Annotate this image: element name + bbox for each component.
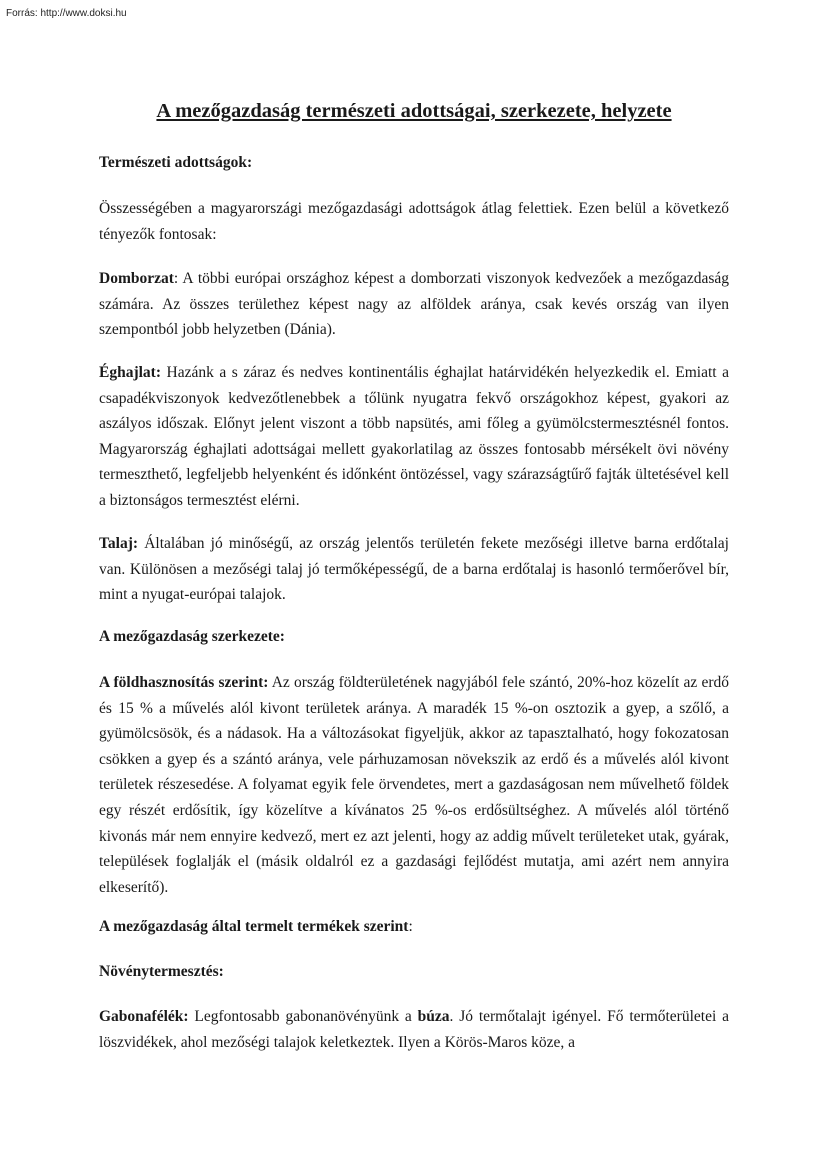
soil-text: Általában jó minőségű, az ország jelentős területén fekete mezőségi illetve barna erdőtalaj van. Különösen a mezőségi talaj jó termőképességű, de a barna erdőtalaj is hasonló termőerővel bír, mint a nyugat-európai talajok. xyxy=(99,535,729,604)
paragraph-intro: Összességében a magyarországi mezőgazdasági adottságok átlag felettiek. Ezen belül a következő tényezők fontosak: xyxy=(99,200,729,243)
heading-structure: A mezőgazdaság szerkezete: xyxy=(99,628,285,645)
climate-label: Éghajlat: xyxy=(99,364,161,381)
source-url: Forrás: http://www.doksi.hu xyxy=(6,8,127,19)
products-colon: : xyxy=(408,918,413,935)
land-use-label: A földhasznosítás szerint: xyxy=(99,674,269,691)
paragraph-climate xyxy=(99,360,729,514)
relief-text: : A többi európai országhoz képest a domborzati viszonyok kedvezőek a mezőgazdaság számára. Az összes területhez képest nagy az alföldek aránya, csak kevés ország van ilyen szempontból jobb helyzetben (Dánia). xyxy=(99,270,729,339)
climate-text: Hazánk a s záraz és nedves kontinentális éghajlat határvidékén helyezkedik el. Emiatt a csapadékviszonyok kedvezőtlenebbek a tőlünk nyugatra fekvő országokhoz képest, gyakori az aszályos időszak. Előnyt jelent viszont a több napsütés, ami főleg a gyümölcstermesztésnél fontos. Magyarország éghajlati adottságai mellett gyakorlatilag az összes fontosabb mérsékelt övi növény termeszthető, legfeljebb helyenként és időnként öntözéssel, vagy szárazságtűrő fajták ültetésével kell a biztonságos termesztést elérni. xyxy=(99,364,729,509)
soil-label: Talaj: xyxy=(99,535,139,552)
paragraph-relief xyxy=(99,266,729,343)
cereals-text-1: Legfontosabb gabonanövényünk a xyxy=(188,1008,418,1025)
products-label: A mezőgazdaság által termelt termékek szerint xyxy=(99,918,409,935)
heading-natural-conditions: Természeti adottságok: xyxy=(99,154,253,171)
cereals-text-2: . Jó termőtalajt igényel. Fő termőterületei a löszvidékek, ahol mezőségi talajok keletkeztek. Ilyen a Körös-Maros köze, a xyxy=(99,1008,729,1051)
paragraph-cereals xyxy=(99,1004,729,1055)
cereals-bold-wheat: búza xyxy=(417,1008,450,1025)
paragraph-products xyxy=(99,914,729,940)
paragraph-soil xyxy=(99,531,729,608)
document-title: A mezőgazdaság természeti adottságai, szerkezete, helyzete xyxy=(156,100,672,122)
land-use-text: Az ország földterületének nagyjából fele szántó, 20%-hoz közelít az erdő és 15 % a művelés alól kivont területek aránya. A maradék 15 %-on osztozik a gyep, a szőlő, a gyümölcsösök, és a nádasok. Ha a változásokat figyeljük, akkor az tapasztalható, hogy fokozatosan csökken a gyep és a szántó aránya, vele párhuzamosan növekszik az erdő és a művelés alól kivont területek részesedése. A folyamat egyik fele örvendetes, mert a gazdaságosan nem művelhető földek egy részét erdősítik, így közelítve a kívánatos 25 %-os erdősültséghez. A művelés alól történő kivonás már nem ennyire kedvező, mert ez azt jelenti, hogy az addig művelt területeket utak, gyárak, települések foglalják el (másik oldalról ez a gazdasági fejlődést mutatja, ami azért nem annyira elkeserítő). xyxy=(99,674,729,896)
cereals-label: Gabonafélék: xyxy=(99,1008,189,1025)
relief-label: Domborzat xyxy=(99,270,174,287)
heading-crop-production: Növénytermesztés: xyxy=(99,963,224,980)
paragraph-land-use xyxy=(99,670,729,900)
